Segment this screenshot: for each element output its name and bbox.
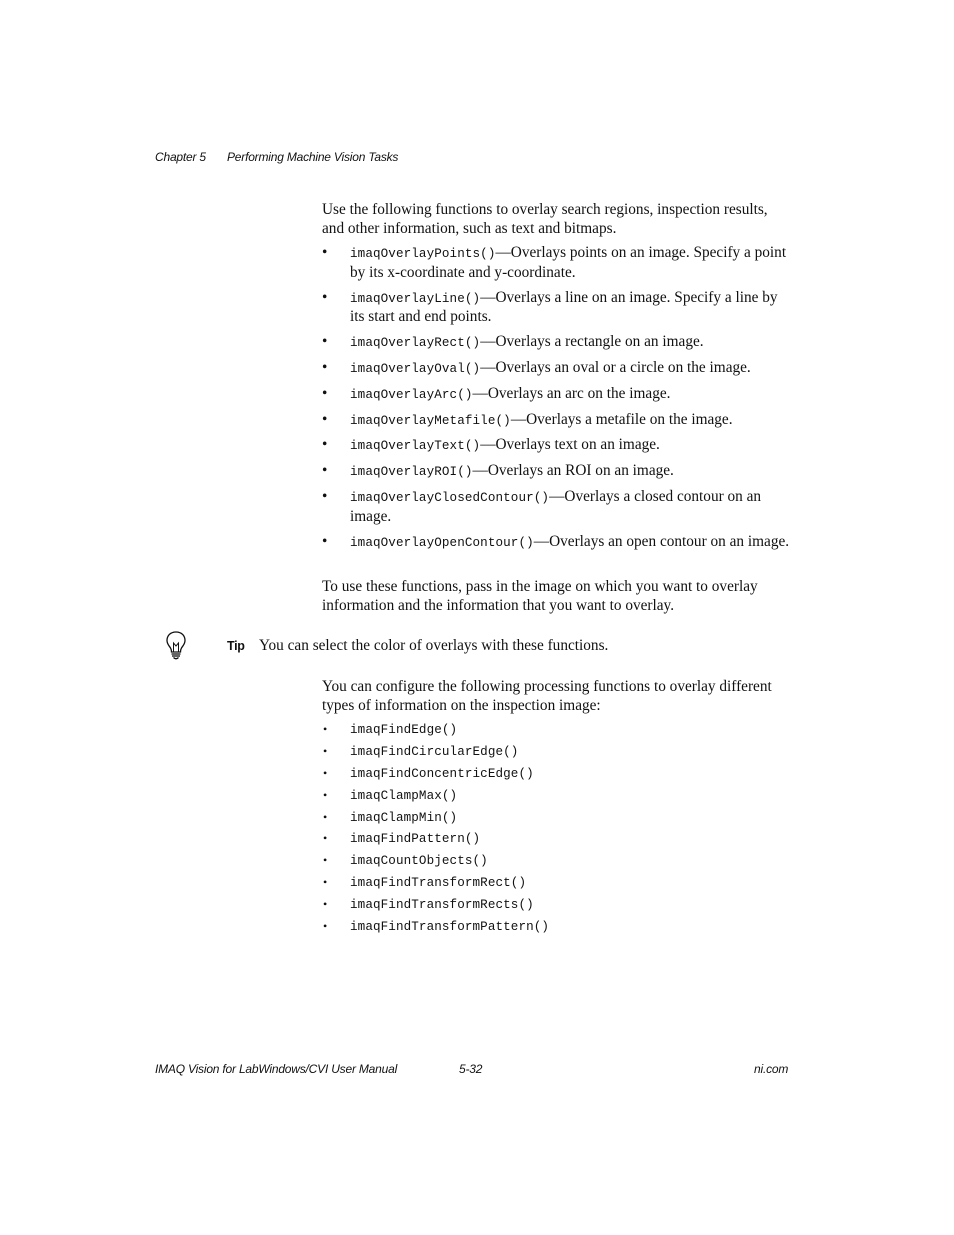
function-description: —Overlays a metafile on the image. [510, 410, 733, 428]
function-name: imaqOverlayOpenContour() [350, 535, 534, 550]
tip-text: You can select the color of overlays with these functions. [259, 637, 609, 654]
list-item: • imaqFindConcentricEdge() [323, 765, 534, 781]
function-name: imaqCountObjects() [350, 854, 488, 869]
function-name: imaqOverlayLine() [350, 291, 481, 306]
function-description: —Overlays an oval or a circle on the image. [480, 358, 751, 376]
function-name: imaqFindTransformRect() [350, 876, 527, 891]
tip-note [227, 637, 608, 656]
overlay-function-list [322, 244, 792, 558]
function-name: imaqOverlayROI() [350, 465, 473, 480]
page-header [155, 150, 398, 164]
function-name: imaqFindPattern() [350, 832, 481, 847]
function-name: imaqOverlayArc() [350, 387, 473, 402]
function-description: —Overlays an open contour on an image. [533, 532, 790, 550]
list-item: • imaqOverlayClosedContour()—Overlays a closed contour on an image. [322, 487, 762, 525]
function-description: —Overlays text on an image. [480, 436, 660, 454]
list-item: • imaqOverlayMetafile()—Overlays a metafile on the image. [322, 410, 733, 428]
processing-function-list [322, 720, 792, 939]
list-item: • imaqFindTransformRects() [323, 897, 534, 913]
function-description: —Overlays a rectangle on an image. [480, 333, 704, 351]
function-name: imaqFindEdge() [350, 723, 458, 737]
function-name: imaqFindConcentricEdge() [350, 766, 534, 781]
tip-label: Tip [227, 639, 245, 653]
list-item: • imaqClampMax() [323, 787, 458, 803]
list-item: • imaqOverlayPoints()—Overlays points on an image. Specify a point by its x-coordinate and y-coordinate. [322, 244, 787, 281]
list-item: • imaqOverlayLine()—Overlays a line on an image. Specify a line by its start and end points. [322, 288, 778, 326]
list-item: • imaqOverlayOpenContour()—Overlays an open contour on an image. [322, 532, 790, 550]
processing-paragraph: You can configure the following processing functions to overlay different types of information on the inspection image: [322, 678, 772, 714]
function-description: —Overlays a closed contour on an image. [350, 487, 762, 525]
function-name: imaqOverlayRect() [350, 336, 481, 351]
list-item: • imaqFindTransformPattern() [323, 919, 550, 935]
usage-paragraph: To use these functions, pass in the image on which you want to overlay information and the information that you want to overlay. [322, 578, 758, 614]
function-name: imaqFindTransformPattern() [350, 920, 550, 935]
list-item: • imaqClampMin() [323, 809, 458, 825]
function-description: —Overlays points on an image. Specify a point by its x-coordinate and y-coordinate. [350, 244, 787, 281]
footer-page-number: 5-32 [459, 1062, 483, 1076]
function-description: —Overlays an arc on the image. [472, 384, 671, 402]
function-description: —Overlays an ROI on an image. [472, 462, 674, 480]
list-item: • imaqOverlayROI()—Overlays an ROI on an image. [322, 462, 674, 480]
list-item: • imaqOverlayArc()—Overlays an arc on the image. [322, 384, 671, 402]
chapter-number: Chapter 5 [155, 150, 206, 164]
list-item: • imaqOverlayText()—Overlays text on an image. [322, 436, 660, 454]
list-item: • imaqCountObjects() [323, 853, 488, 869]
function-name: imaqClampMin() [350, 810, 458, 825]
function-name: imaqFindTransformRects() [350, 898, 534, 913]
footer-site: ni.com [754, 1062, 789, 1076]
function-description: —Overlays a line on an image. Specify a line by its start and end points. [350, 288, 778, 326]
intro-paragraph: Use the following functions to overlay search regions, inspection results, and other information, such as text and bitmaps. [322, 201, 768, 237]
function-name: imaqOverlayClosedContour() [350, 490, 550, 505]
footer-manual-title: IMAQ Vision for LabWindows/CVI User Manual [155, 1062, 398, 1076]
lightbulb-icon [163, 630, 189, 660]
chapter-title: Performing Machine Vision Tasks [227, 150, 399, 164]
function-name: imaqOverlayPoints() [350, 247, 496, 261]
list-item: • imaqOverlayRect()—Overlays a rectangle on an image. [322, 333, 704, 351]
list-item: • imaqOverlayOval()—Overlays an oval or a circle on the image. [322, 358, 751, 376]
function-name: imaqOverlayMetafile() [350, 413, 511, 428]
function-name: imaqOverlayText() [350, 439, 481, 454]
list-item: • imaqFindCircularEdge() [323, 743, 519, 759]
list-item: • imaqFindPattern() [323, 831, 481, 847]
list-item: • imaqFindTransformRect() [323, 875, 527, 891]
function-name: imaqFindCircularEdge() [350, 744, 519, 759]
list-item: • imaqFindEdge() [323, 722, 458, 737]
function-name: imaqClampMax() [350, 788, 458, 803]
function-name: imaqOverlayOval() [350, 361, 481, 376]
